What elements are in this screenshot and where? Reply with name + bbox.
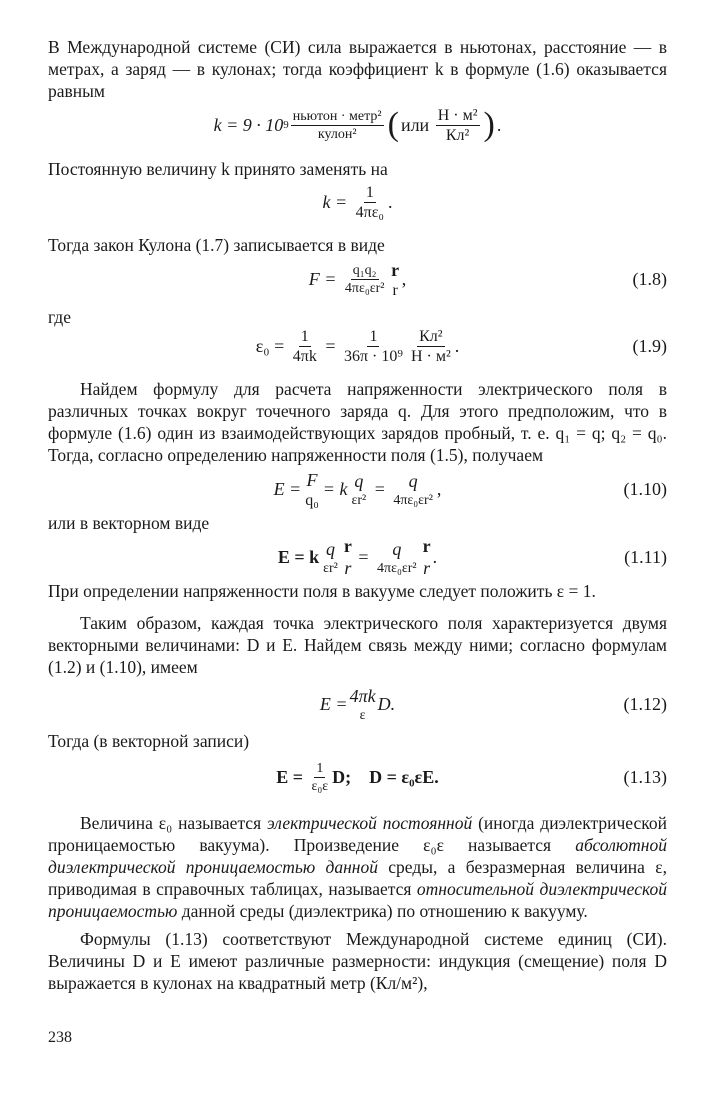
eq-equals: = — [325, 336, 336, 356]
fraction-units — [409, 327, 453, 366]
equation-number: (1.8) — [632, 269, 667, 289]
fraction-denominator: εr² — [351, 492, 367, 508]
fraction-numerator: r — [343, 536, 352, 556]
fraction — [375, 538, 419, 577]
equation-number: (1.10) — [623, 479, 667, 499]
equation-k-value: k = 9 · 10 9 $\frac{\text{ньютон · метр²}}{\text{кулон²}}$ ( или $\frac{\text{Н · м²}}{\text{Кл²}}$ ) . — [213, 106, 502, 144]
paragraph-coulomb-law: Тогда закон Кулона (1.7) записывается в виде — [48, 235, 385, 255]
fraction-numerator: 1 — [369, 327, 378, 345]
equation-1-9 — [48, 324, 667, 368]
fraction-denominator: 4πε₀εr² — [393, 492, 433, 508]
equation-number: (1.11) — [624, 547, 667, 567]
fraction-denominator: 4πk — [292, 347, 317, 365]
equation-1-8 — [48, 256, 667, 302]
fraction-numerator: r — [422, 536, 431, 556]
paragraph-vector-quantities: Таким образом, каждая точка электрического поля характеризуется двумя векторными величинами: D и E. Найдем связь между ними; согласно формулам (1.2) и (1.10), имеем — [48, 613, 667, 677]
fraction-numerator: q — [354, 470, 364, 491]
fraction-numerator: 1 — [300, 327, 309, 345]
fraction — [342, 327, 405, 366]
fraction-vector — [390, 259, 399, 300]
fraction-numerator: Кл² — [419, 327, 443, 345]
fraction-numerator: Н · м² — [437, 106, 478, 124]
fraction-denominator: r — [423, 558, 431, 578]
paragraph-permittivity — [48, 812, 667, 922]
paragraph-vector-notation: Тогда (в векторной записи) — [48, 731, 250, 751]
fraction — [303, 469, 321, 510]
equation-k-definition — [48, 180, 667, 224]
fraction — [321, 538, 340, 577]
eq-tail: . — [496, 115, 502, 135]
fraction-numerator: q — [326, 538, 336, 559]
fraction-denominator: q₀ — [305, 491, 319, 509]
eq-tail: , — [401, 269, 407, 289]
eq-lhs: E = — [276, 767, 304, 787]
fraction-denominator: 4πε₀εr² — [377, 560, 417, 576]
text-run: среды, а безразмерная величина ε, приводимая в справочных таблицах, называется — [48, 857, 667, 899]
fraction-denominator: Н · м² — [410, 347, 451, 365]
fraction — [350, 685, 376, 724]
fraction-denominator: 4πε₀εr² — [344, 280, 385, 296]
eq-tail: . — [388, 192, 393, 212]
fraction-vector — [344, 535, 352, 579]
paragraph-vacuum: При определении напряженности поля в вакууме следует положить ε = 1. — [48, 581, 596, 601]
fraction-denominator: r — [344, 558, 352, 578]
fraction-numerator: 4πk — [349, 685, 376, 706]
fraction-denominator: 4πε₀ — [355, 203, 384, 221]
eq-lhs: ε₀ = — [255, 336, 285, 356]
eq-tail: , — [436, 479, 442, 499]
fraction-denominator: r — [392, 281, 398, 299]
fraction-numerator: 1 — [316, 760, 324, 776]
eq-lhs: E = — [273, 479, 302, 499]
fraction-denominator: ε₀ε — [311, 778, 329, 794]
paragraph-k-replace: Постоянную величину k принято заменять на — [48, 159, 388, 179]
paragraph-si-system: Формулы (1.13) соответствуют Международной системе единиц (СИ). Величины D и E имеют различные размерности: индукция (смещение) поля D выражается в кулонах на квадратный метр (Кл/м²), — [48, 929, 667, 993]
eq-equals: = — [374, 479, 385, 499]
fraction — [354, 183, 386, 222]
eq-lhs: F = — [308, 269, 337, 289]
fraction-numerator: q₁q₂ — [352, 262, 377, 278]
fraction — [349, 470, 368, 509]
right-paren: ) — [483, 106, 495, 143]
equation-1-12 — [48, 678, 667, 730]
eq-rhs: D; — [332, 767, 352, 787]
fraction-alt-units — [436, 106, 480, 145]
fraction-denominator: кулон² — [317, 126, 357, 142]
fraction-numerator: q — [408, 470, 418, 491]
equation-1-11 — [48, 534, 667, 580]
fraction-units — [291, 108, 384, 143]
paragraph-si-units: В Международной системе (СИ) сила выражается в ньютонах, расстояние — в метрах, а заряд — в кулонах; тогда коэффициент k в формуле (1.6) оказывается равным — [48, 37, 667, 101]
page-number: 238 — [48, 1029, 72, 1046]
fraction-numerator: r — [391, 259, 400, 280]
fraction — [291, 327, 319, 366]
eq-rhs: D. — [377, 694, 396, 714]
eq-lhs: E = — [319, 694, 348, 714]
equation-1-13 — [48, 752, 667, 802]
alt-prefix: или — [400, 115, 430, 135]
text-italic-run: относительной диэлектрической проницаемостью — [48, 879, 667, 921]
eq-mid: = k — [322, 479, 348, 499]
eq-k-lhs: k = 9 · 10 — [213, 115, 284, 135]
fraction-denominator: Кл² — [445, 126, 470, 144]
eq-tail: . — [454, 336, 460, 356]
text-italic-run: абсолютной диэлектрической проницаемостью данной — [48, 835, 667, 877]
fraction-denominator: εr² — [323, 560, 338, 576]
text-run: данной среды (диэлектрика) по отношению к вакууму. — [177, 901, 588, 921]
fraction-numerator: F — [306, 469, 318, 490]
fraction-numerator: q — [392, 538, 402, 559]
eq-second: D = ε₀εE. — [369, 767, 439, 787]
fraction-vector — [423, 535, 431, 579]
fraction-numerator: 1 — [365, 183, 374, 201]
eq-equals: = — [358, 547, 369, 567]
eq-lhs: E = k — [277, 547, 320, 567]
equation-number: (1.12) — [623, 694, 667, 714]
eq-lhs: k = — [322, 192, 348, 212]
fraction — [310, 760, 331, 795]
paragraph-vector-form: или в векторном виде — [48, 513, 210, 533]
text-run: (иногда диэлектрической проницаемостью вакуума). Произведение ε₀ε называется — [48, 813, 667, 855]
fraction-denominator: 36π · 10⁹ — [343, 347, 403, 365]
fraction — [343, 262, 387, 297]
left-paren: ( — [387, 106, 399, 143]
word-where: где — [48, 307, 71, 327]
eq-tail: . — [432, 547, 438, 567]
equation-number: (1.9) — [632, 336, 667, 356]
equation-number: (1.13) — [623, 767, 667, 787]
fraction-denominator: ε — [359, 707, 366, 723]
fraction-numerator: ньютон · метр² — [292, 108, 382, 124]
equation-1-10 — [48, 466, 667, 512]
paragraph-field-strength: Найдем формулу для расчета напряженности электрического поля в различных точках вокруг точечного заряда q. Для этого предположим, что в формуле (1.6) один из взаимодействующих зарядов пробный, т. е. q₁ = q; q₂ = q₀. Тогда, согласно определению напряженности поля (1.5), получаем — [48, 379, 667, 465]
text-run: Величина ε₀ называется — [80, 813, 268, 833]
text-italic-run: электрической постоянной — [267, 813, 473, 833]
fraction — [391, 470, 435, 509]
